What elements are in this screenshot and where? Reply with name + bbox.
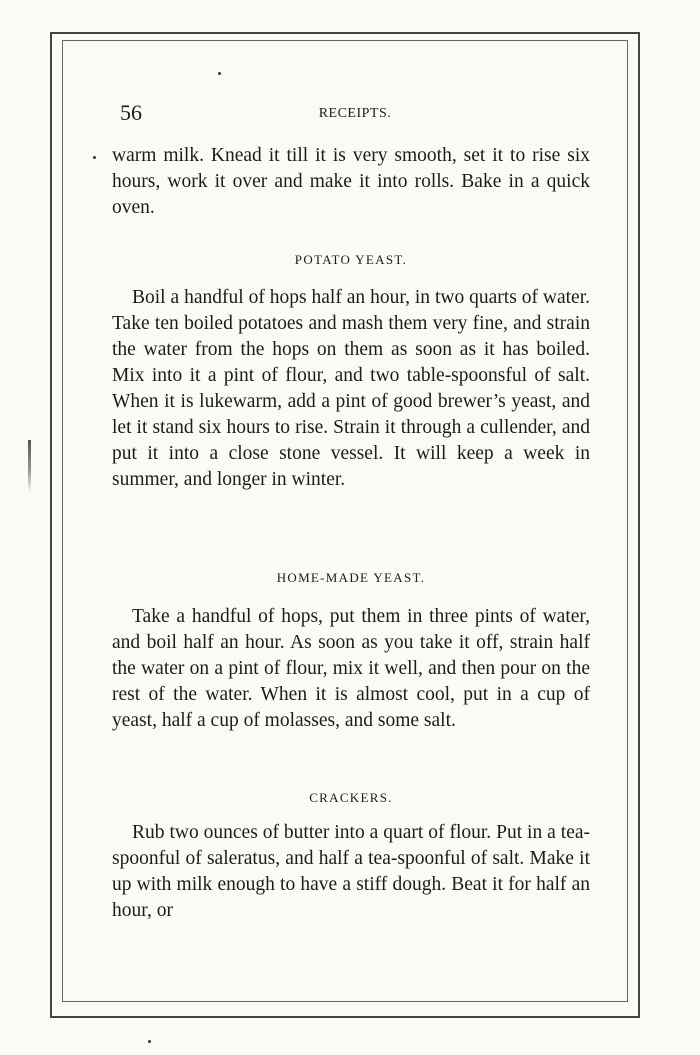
section-heading-crackers: CRACKERS. [309,790,393,805]
ink-speck [148,1040,151,1043]
continuation-paragraph [112,143,590,221]
paragraph-text: Rub two ounces of butter into a quart of flour. Put in a tea-spoonful of saleratus, and half a tea-spoonful of salt. Make it up with milk enough to have a stiff dough. Beat it for half an hour, or [112,822,590,921]
margin-mark [28,440,31,492]
section-heading-home-made-yeast: HOME-MADE YEAST. [276,570,426,585]
section-body-crackers [112,820,590,924]
page-number: 56 [120,100,142,125]
ink-speck [218,72,221,75]
section-body-potato-yeast [112,285,590,493]
page-header [120,100,590,126]
paragraph-text: warm milk. Knead it till it is very smooth, set it to rise six hours, work it over and make it into rolls. Bake in a quick oven. [112,145,590,218]
section-heading-potato-yeast: POTATO YEAST. [294,252,408,267]
paragraph-text: Boil a handful of hops half an hour, in two quarts of water. Take ten boiled potatoes and mash them very fine, and strain the water from the hops on them as soon as it has boiled. Mix into it a pint of flour, and two table-spoonsful of salt. When it is lukewarm, add a pint of good brewer’s yeast, and let it stand six hours to rise. Strain it through a cullender, and put it into a close stone vessel. It will keep a week in summer, and longer in winter. [112,287,590,490]
paragraph-text: Take a handful of hops, put them in three pints of water, and boil half an hour. As soon as you take it off, strain half the water on a pint of flour, mix it well, and then pour on the rest of the water. When it is almost cool, put in a cup of yeast, half a cup of molasses, and some salt. [112,606,590,731]
ink-speck [93,156,96,159]
running-title: RECEIPTS. [318,106,392,121]
section-body-home-made-yeast [112,604,590,734]
